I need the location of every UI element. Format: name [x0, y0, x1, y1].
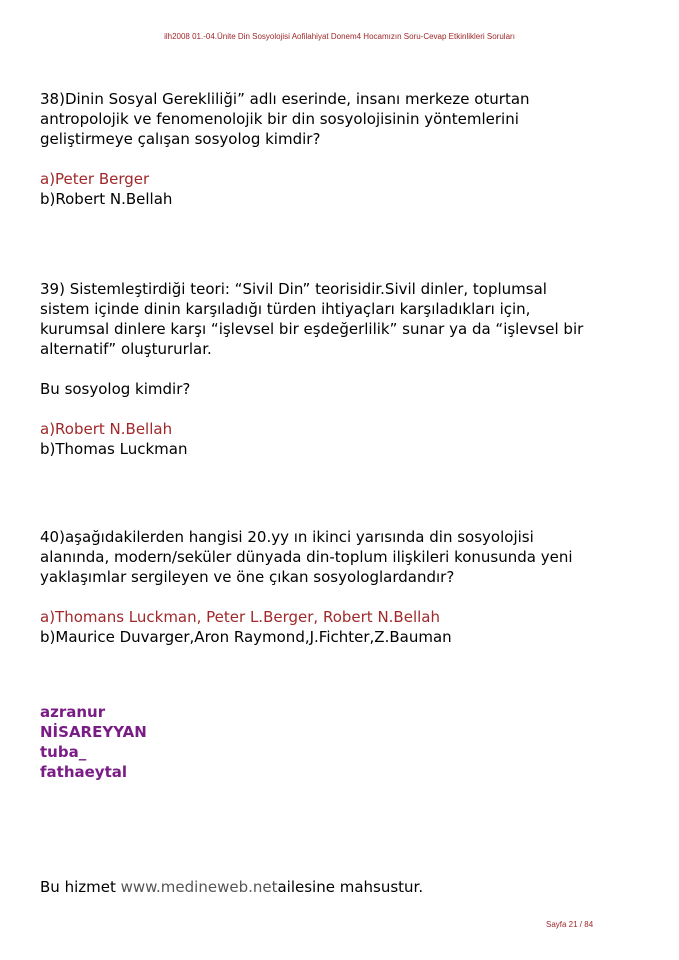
footer-prefix: Bu hizmet [40, 878, 121, 896]
question-text-line: 39) Sistemleştirdiği teori: “Sivil Din” teorisidir.Sivil dinler, toplumsal [40, 280, 547, 298]
contributor-name: NİSAREYYAN [40, 723, 147, 741]
answer-b: b)Maurice Duvarger,Aron Raymond,J.Fichter,Z.Bauman [40, 628, 452, 646]
answer-a: a)Robert N.Bellah [40, 420, 173, 438]
footer-link[interactable]: www.medineweb.net [120, 878, 278, 896]
answer-b: b)Robert N.Bellah [40, 190, 173, 208]
sub-question: Bu sosyolog kimdir? [40, 380, 191, 398]
question-text-line: geliştirmeye çalışan sosyolog kimdir? [40, 130, 321, 148]
answer-a: a)Peter Berger [40, 170, 150, 188]
contributor-name: fathaeytal [40, 763, 128, 781]
question-text-line: alternatif” oluştururlar. [40, 340, 212, 358]
question-text-line: 40)aşağıdakilerden hangisi 20.yy ın ikinci yarısında din sosyolojisi [40, 528, 534, 546]
question-text-line: antropolojik ve fenomenolojik bir din sosyolojisinin yöntemlerini [40, 110, 519, 128]
question-text-line: sistem içinde dinin karşıladığı türden ihtiyaçları karşıladıkları için, [40, 300, 531, 318]
question-39 [40, 279, 583, 459]
question-text-line: yaklaşımlar sergileyen ve öne çıkan sosyologlardandır? [40, 568, 455, 586]
contributor-list [40, 702, 147, 782]
footer-suffix: ailesine mahsustur. [277, 878, 424, 896]
page-number: Sayfa 21 / 84 [546, 920, 594, 929]
question-38 [40, 89, 530, 209]
answer-a: a)Thomans Luckman, Peter L.Berger, Robert N.Bellah [40, 608, 440, 626]
question-text-line: kurumsal dinlere karşı “işlevsel bir eşdeğerlilik” sunar ya da “işlevsel bir [40, 320, 584, 338]
document-header: ilh2008 01.-04.Ünite Din Sosyolojisi Aofilahiyat Donem4 Hocamızın Soru-Cevap Etkinlikleri Soruları [164, 32, 515, 41]
answer-b: b)Thomas Luckman [40, 440, 188, 458]
footer-note [40, 877, 423, 897]
contributor-name: tuba_ [40, 743, 87, 761]
contributor-name: azranur [40, 703, 106, 721]
question-40 [40, 527, 573, 647]
question-text-line: 38)Dinin Sosyal Gerekliliği” adlı eserinde, insanı merkeze oturtan [40, 90, 530, 108]
question-text-line: alanında, modern/seküler dünyada din-toplum ilişkileri konusunda yeni [40, 548, 573, 566]
